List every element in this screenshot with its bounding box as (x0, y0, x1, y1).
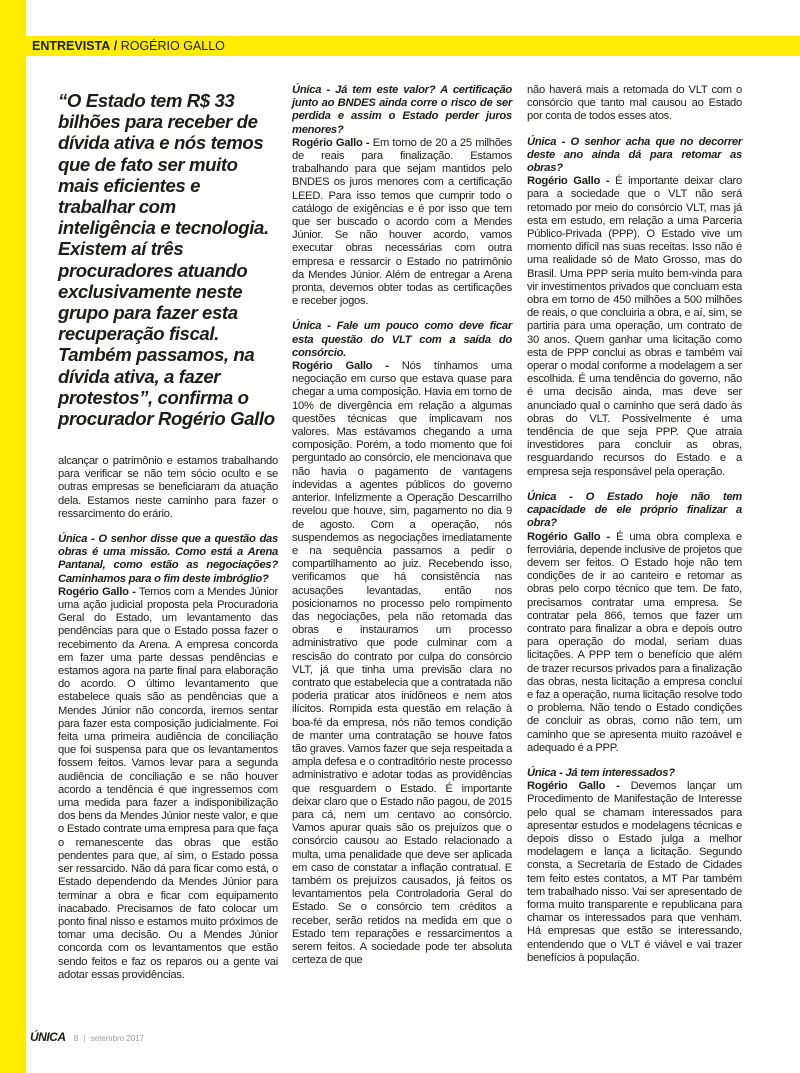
continuation-paragraph: não haverá mais a retomada do VLT com o consórcio que tanto mal causou ao Estado por conta de todos esses atos. (527, 84, 742, 123)
answer (527, 531, 742, 755)
answer-text: Em torno de 20 a 25 milhões de reais para finalização. Estamos trabalhando para que sejam mantidos pelo BNDES os juros menores com a certificação LEED. Para isso temos que cumprir todo o catálogo de exigências e é por isso que tem que ser buscado o acordo com a Mendes Júnior. Se não houver acordo, vamos executar obras necessárias com outra empresa e ressarcir o Estado no patrimônio da Mendes Júnior. Além de entregar a Arena pronta, devemos obter todas as certificações e receber jogos. (292, 136, 512, 308)
answer (527, 175, 742, 479)
section-header (26, 36, 228, 56)
answer-text: É importante deixar claro para a sociedade que o VLT não será retomado por meio do consórcio VLT, mas já esta em estudo, em relação a uma Parceria Público-Privada (PPP). O Estado vive um momento difícil nas suas receitas. Isso não é uma realidade só de Mato Grosso, mas do Brasil. Uma PPP seria muito bem-vinda para vir investimentos privados que concluam esta obra em torno de 450 milhões a 500 milhões de reais, o que concluiria a obra, e aí, sim, se partiria para uma operação, um contrato de 30 anos. Quem ganhar uma licitação como esta de PPP conclui as obras e também vai operar o modal conforme a modelagem a ser escolhida. É uma tendência do governo, não é uma decisão ainda, mas deve ser anunciado qual o caminho que será dado às obras do VLT. Possivelmente é uma tendência de que seja PPP. Que atraia investidores para concluir as obras, resguardando recursos do Estado e a empresa seja responsável pela operação. (527, 175, 742, 478)
answer (292, 360, 512, 967)
sidebar-stripe (0, 0, 26, 1073)
section-label: ENTREVISTA (32, 39, 111, 53)
speaker: Rogério Gallo - (527, 175, 610, 188)
intro-paragraph: alcançar o patrimônio e estamos trabalhando para verificar se não tem sócio oculto e se outras empresas se beneficiaram da atuação dela. Estamos neste caminho para fazer o ressarcimento do erário. (58, 455, 278, 520)
question: Única - Já tem interessados? (527, 766, 675, 779)
page-number: 8 (73, 1034, 79, 1043)
question: Única - Fale um pouco como deve ficar esta questão do VLT com a saída do consórcio. (292, 320, 512, 359)
answer (527, 780, 742, 965)
magazine-logo: ÚNICA (30, 1030, 66, 1044)
pull-quote: “O Estado tem R$ 33 bilhões para receber de dívida ativa e nós temos que de fato ser muito mais eficientes e trabalhar com inteligência e tecnologia. Existem aí três procuradores atuando exclusivamente neste grupo para fazer esta recuperação fiscal. Também passamos, na dívida ativa, a fazer protestos”, confirma o procurador Rogério Gallo (58, 90, 275, 430)
answer (58, 586, 278, 982)
section-separator: / (113, 39, 118, 53)
speaker: Rogério Gallo - (527, 530, 610, 543)
question: Única - O senhor acha que no decorrer deste ano ainda dá para retomar as obras? (527, 135, 742, 175)
speaker: Rogério Gallo - (58, 585, 136, 598)
speaker: Rogério Gallo - (527, 780, 620, 793)
speaker: Rogério Gallo - (292, 136, 370, 149)
question: Única - O Estado hoje não tem capacidade de ele próprio finalizar a obra? (527, 490, 742, 530)
answer-text: Nós tínhamos uma negociação em curso que estava quase para chegar a uma composição. Havia em torno de 10% de divergência em relação a algumas questões técnicas que implicavam nos valores. Mas estávamos chegando a uma composição. Porém, a todo momento que foi perguntado ao consórcio, ele mencionava que não havia o pagamento de vantagens indevidas a agentes públicos do governo anterior. Infelizmente a Operação Descarrilho revelou que houve, sim, pagamento no dia 9 de agosto. Com a operação, nós suspendemos as negociações imediatamente e na sequência passamos a pedir o compartilhamento ao juiz. Recebendo isso, verificamos que há consistência nas acusações levantadas, então nos posicionamos no processo pelo rompimento das negociações, pela não retomada das obras e instauramos um processo administrativo que pode culminar com a rescisão do contrato por culpa do consórcio VLT, já que tinha uma previsão clara no contrato que estabelecia que a contratada não poderia praticar atos inidôneos e nem atos ilícitos. Rompida esta questão em relação à boa-fé da empresa, nós não temos condição de manter uma contratação se houve fatos tão graves. Vamos fazer que seja respeitada a ampla defesa e o contraditório neste processo administrativo e adotar todas as providências que resguardem o Estado. É importante deixar claro que o Estado não pagou, de 2015 para cá, nem um centavo ao consórcio. Vamos apurar quais são os prejuízos que o consórcio causou ao Estado relacionado a multa, uma penalidade que deve ser aplicada em caso de constatar a inflação contratual. E também os prejuízos causados, já feitos os levantamentos pela Controladoria Geral do Estado. Se o consórcio tem créditos a receber, serão retidos na medida em que o Estado tem reparações e ressarcimentos a serem feitos. A sociedade pode ter absoluta certeza de que (292, 360, 512, 967)
page-footer (30, 1030, 144, 1044)
column-3 (527, 84, 742, 977)
interviewee-name: ROGÉRIO GALLO (120, 39, 225, 53)
answer-text: É uma obra complexa e ferroviária, depende inclusive de projetos que devem ser feitos. O Estado hoje não tem condições de ir ao canteiro e retomar as obras pelo corpo técnico que tem. De fato, precisamos contratar uma empresa. Se contratar pela 866, temos que fazer um contrato para finalizar a obra e depois outro para operação do modal, seriam duas licitações. A PPP tem o benefício que além de trazer recursos privados para a finalização das obras, nesta licitação a empresa conclui e faz a operação, numa licitação resolve todo o problema. Não tendo o Estado condições de concluir as obras, como não tem, um caminho que se apresenta muito razoável e adequado é a PPP. (527, 530, 742, 754)
column-2 (292, 84, 512, 979)
column-1 (58, 455, 278, 994)
question: Única - O senhor disse que a questão das obras é uma missão. Como está a Arena Pantanal, como estão as negociações? Caminhamos para o fim deste imbróglio? (58, 533, 278, 585)
answer-text: Temos com a Mendes Júnior uma ação judicial proposta pela Procuradoria Geral do Estado, um levantamento das pendências para que o Estado possa fazer o recebimento da Arena. A empresa concorda em fazer uma parte dessas pendências e estamos agora na parte final para elaboração do acordo. O último levantamento que estabelece quais são as pendências que a Mendes Júnior não concorda, iremos sentar para fazer esta composição judicialmente. Foi feita uma primeira audiência de conciliação que foi suspensa para que os levantamentos fossem feitos. Vamos levar para a segunda audiência de conciliação e se não houver acordo a tendência é que ingressemos com uma medida para fazer a indisponibilização dos bens da Mendes Júnior neste valor, e que o Estado contrate uma empresa para que faça o remanescente das obras que estão pendentes para que, aí sim, o Estado possa ser ressarcido. Não dá para ficar como está, o Estado dependendo da Mendes Júnior para terminar a obra e ficar com equipamento inacabado. Precisamos de fato colocar um ponto final nisso e estamos muito próximos de tomar uma decisão. Ou a Mendes Júnior concorda com os levantamentos que estão sendo feitos e faz os reparos ou a gente vai adotar essas providências. (58, 585, 278, 981)
issue-date: setembro 2017 (90, 1034, 145, 1043)
footer-divider: | (83, 1034, 86, 1043)
answer (292, 137, 512, 309)
speaker: Rogério Gallo - (292, 360, 389, 373)
question: Única - Já tem este valor? A certificação junto ao BNDES ainda corre o risco de ser perdida e assim o Estado perder juros menores? (292, 84, 512, 136)
answer-text: Devemos lançar um Procedimento de Manifestação de Interesse pelo qual se chamam interessados para apresentar estudos e modelagens técnicas e depois disso o Estado julga a melhor modelagem e lança a licitação. Segundo consta, a Secretaria de Estado de Cidades tem feito estes contatos, a MT Par também tem trabalhado nisso. Vai ser apresentado de forma muito transparente e republicana para chamar os interessados para que venham. Há empresas que estão se interessando, entendendo que o VLT é viável e vai trazer benefícios à população. (527, 780, 742, 964)
